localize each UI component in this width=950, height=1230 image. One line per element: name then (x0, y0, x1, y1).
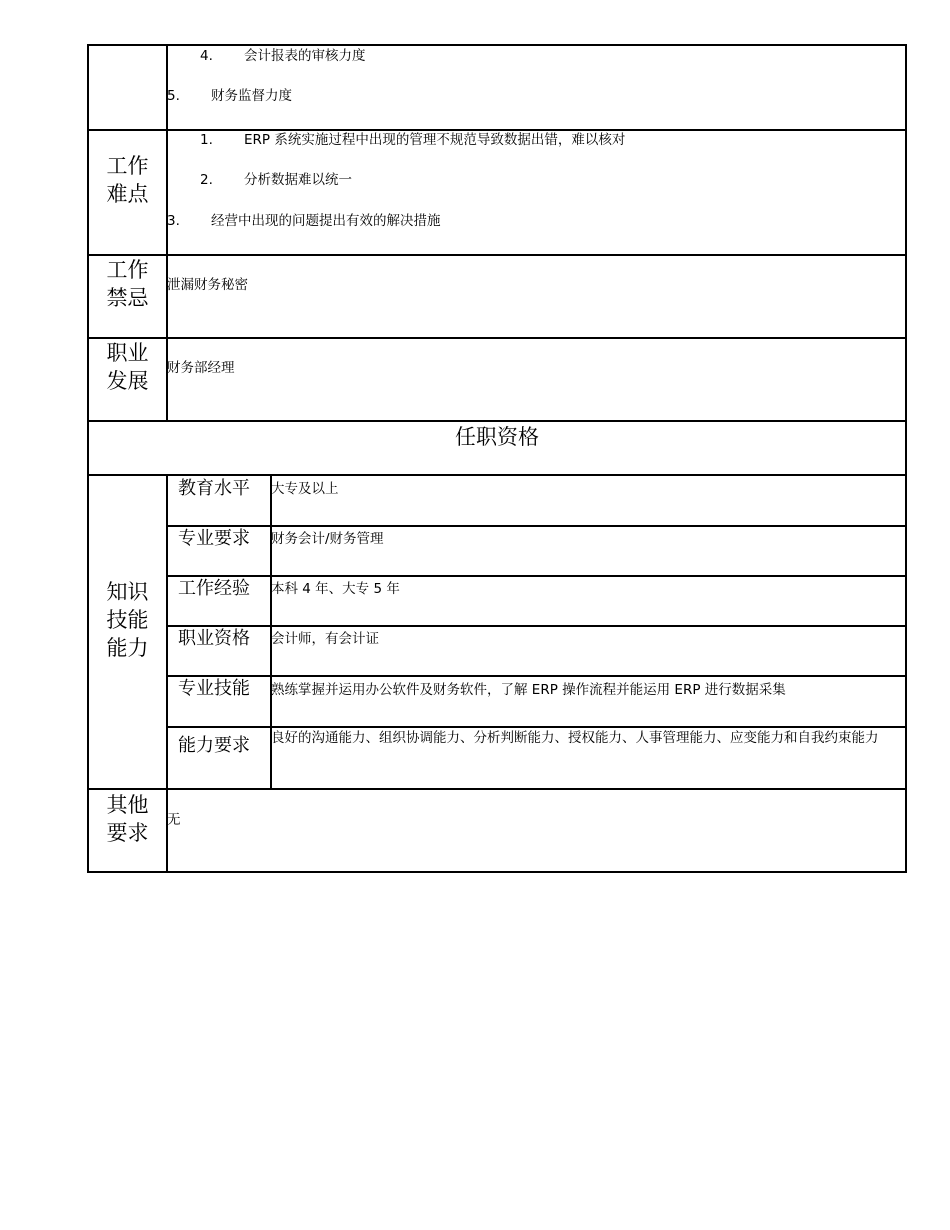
subrow-divider (166, 726, 907, 728)
other-label: 其他 要求 (106, 793, 149, 845)
list-item-number: 4. (200, 48, 213, 64)
list-item-number: 2. (200, 172, 213, 188)
certification-value: 会计师，有会计证 (271, 631, 379, 647)
education-value: 大专及以上 (271, 481, 339, 497)
other-text: 无 (167, 812, 181, 828)
skills-label: 知识 技能 能力 (106, 580, 149, 660)
row-divider (87, 254, 907, 256)
major-label: 专业要求 (178, 528, 250, 549)
experience-label: 工作经验 (178, 578, 250, 599)
list-item-text: ERP 系统实施过程中出现的管理不规范导致数据出错，难以核对 (244, 132, 626, 148)
list-item-number: 1. (200, 132, 213, 148)
experience-value: 本科 4 年、大专 5 年 (271, 581, 400, 597)
row-divider (87, 420, 907, 422)
major-value: 财务会计/财务管理 (271, 531, 384, 547)
table-border-right (905, 44, 907, 873)
subrow-divider (166, 675, 907, 677)
list-item-number: 5. (167, 88, 180, 104)
table-border-top (87, 44, 907, 46)
list-item-text: 经营中出现的问题提出有效的解决措施 (211, 213, 441, 229)
subrow-divider (166, 575, 907, 577)
subrow-divider (166, 525, 907, 527)
list-item-text: 会计报表的审核力度 (244, 48, 366, 64)
career-label: 职业 发展 (106, 341, 149, 393)
ability-value: 良好的沟通能力、组织协调能力、分析判断能力、授权能力、人事管理能力、应变能力和自我约束能力 (271, 730, 879, 746)
subrow-divider (166, 625, 907, 627)
taboo-text: 泄漏财务秘密 (167, 277, 248, 293)
qualification-title: 任职资格 (455, 425, 539, 449)
professional-skills-value: 熟练掌握并运用办公软件及财务软件，了解 ERP 操作流程并能运用 ERP 进行数据采集 (271, 682, 786, 698)
taboo-label: 工作 禁忌 (106, 258, 149, 310)
professional-skills-label: 专业技能 (178, 678, 250, 699)
list-item-text: 财务监督力度 (211, 88, 292, 104)
table-border-bottom (87, 871, 907, 873)
certification-label: 职业资格 (178, 628, 250, 649)
list-item-text: 分析数据难以统一 (244, 172, 352, 188)
ability-label: 能力要求 (178, 735, 250, 756)
education-label: 教育水平 (178, 478, 250, 499)
list-item-number: 3. (167, 213, 180, 229)
difficulty-label: 工作 难点 (106, 154, 149, 206)
row-divider (87, 788, 907, 790)
career-text: 财务部经理 (167, 360, 235, 376)
row-divider (87, 474, 907, 476)
row-divider (87, 337, 907, 339)
